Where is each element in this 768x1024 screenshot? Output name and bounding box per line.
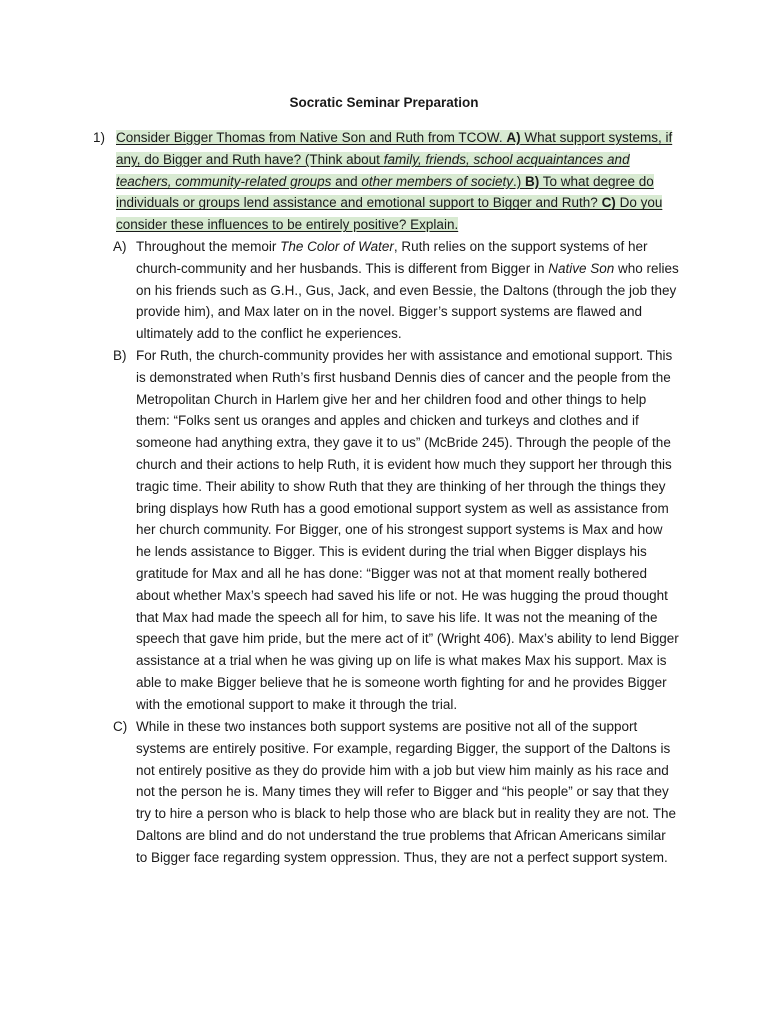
- answer-a-text-2: , Ruth relies on the support systems of her church-community and her husbands. This is different from Bigger in: [136, 239, 648, 276]
- document-title: Socratic Seminar Preparation: [289, 95, 479, 110]
- answer-b-marker: B): [113, 348, 127, 363]
- question-text-3: family, friends, school acquaintances and teachers, community-related groups: [116, 151, 630, 189]
- answer-a-book-title-1: The Color of Water: [280, 239, 394, 254]
- answer-c-text: While in these two instances both support systems are positive not all of the support systems are entirely positive. For example, regarding Bigger, the support of the Daltons is not entirely positive as they do provide him with a job but view him mainly as his race and not the person he is. Many times they will refer to Bigger and “his people” or say that they try to hire a person who is black to help those who are black but in reality they are not. The Daltons are blind and do not understand the true problems that African Americans similar to Bigger face regarding system oppression. Thus, they are not a perfect support system.: [136, 719, 677, 865]
- question-part-c-label: C): [601, 195, 616, 211]
- answer-a-text: [136, 236, 679, 345]
- question-highlight: [116, 130, 672, 232]
- answer-b-text: For Ruth, the church-community provides her with assistance and emotional support. This is demonstrated when Ruth’s first husband Dennis dies of cancer and the people from the Metropolitan Church in Harlem give her and her children food and other things to help them: “Folks sent us oranges and apples and chicken and turkeys and clothes and if someone had anything extra, they gave it to us” (McBride 245). Through the people of the church and their actions to help Ruth, it is evident how much they support her through this tragic time. Their ability to show Ruth that they are thinking of her through the things they bring displays how Ruth has a good emotional support system as well as assistance from her church community. For Bigger, one of his strongest support systems is Max and how he lends assistance to Bigger. This is evident during the trial when Bigger displays his gratitude for Max and all he has done: “Bigger was not at that moment really bothered about whether Max’s speech had saved his life or not. He was hugging the proud thought that Max had made the speech all for him, to save his life. It was not the meaning of the speech that gave him pride, but the mere act of it” (Wright 406). Max’s ability to lend Bigger assistance at a trial when he was giving up on life is what makes Max his support. Max is able to make Bigger believe that he is someone worth fighting for and he provides Bigger with the emotional support to make it through the trial.: [136, 348, 679, 712]
- answer-c: [113, 716, 679, 869]
- answer-a: [113, 236, 679, 345]
- question-prompt: [116, 127, 678, 236]
- answer-b: [113, 345, 679, 716]
- answer-a-text-3: who relies on his friends such as G.H., Gus, Jack, and even Bessie, the Daltons (through the job they provide him), and Max later on in the novel. Bigger’s support systems are flawed and ultimately add to the conflict he experiences.: [136, 260, 679, 342]
- answer-a-text-1: Throughout the memoir: [136, 239, 281, 254]
- question-part-a-label: A): [506, 130, 521, 145]
- question-part-b-label: B): [524, 173, 540, 189]
- question-text-5: other members of society: [361, 173, 513, 189]
- question-text-6: .): [512, 173, 525, 189]
- question-text-4: and: [331, 173, 362, 189]
- answer-c-marker: C): [113, 719, 128, 734]
- question-number: 1): [93, 130, 106, 145]
- question-text-2: What support systems, if any, do Bigger and Ruth have? (Think about: [116, 130, 673, 167]
- question-text-1: Consider Bigger Thomas from Native Son and Ruth from TCOW.: [116, 130, 507, 145]
- question-text-7: To what degree do individuals or groups lend assistance and emotional support to Bigger and Ruth?: [116, 173, 654, 211]
- answer-a-book-title-2: Native Son: [548, 260, 615, 276]
- answer-a-marker: A): [113, 239, 127, 254]
- question-text-8: Do you consider these influences to be entirely positive? Explain.: [116, 195, 663, 233]
